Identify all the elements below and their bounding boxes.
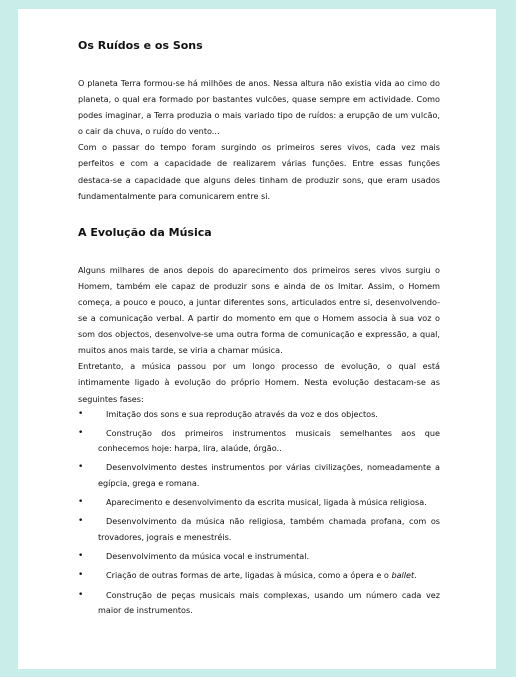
list-item-text-part: Criação de outras formas de arte, ligadas à música, como a ópera e o bbox=[106, 570, 389, 581]
list-item bbox=[78, 426, 440, 457]
list-item-text bbox=[98, 568, 440, 583]
document-page bbox=[18, 9, 496, 669]
list-item-text: • Construção de peças musicais mais complexas, usando um número cada vez maior de instrumentos. bbox=[98, 589, 440, 615]
list-item-text: • Desenvolvimento da música vocal e instrumental. bbox=[106, 550, 310, 561]
paragraph: Com o passar do tempo foram surgindo os primeiros seres vivos, cada vez mais perfeitos e com a capacidade de realizarem várias funções. Entre essas funções destaca-se a capacidade que alguns deles tinham de produzir sons, que eram usados fundamentalmente para comunicarem entre si. bbox=[78, 142, 440, 201]
italic-word-ballet: ballet bbox=[391, 570, 415, 581]
list-item-text: • Desenvolvimento destes instrumentos por várias civilizações, nomeadamente a egípcia, grega e romana. bbox=[98, 462, 440, 488]
paragraph: Entretanto, a música passou por um longo processo de evolução, o qual está intimamente ligado à evolução do próprio Homem. Nesta evolução destacam-se as seguintes fases: bbox=[78, 361, 440, 404]
phases-list bbox=[78, 407, 440, 619]
list-item bbox=[78, 460, 440, 491]
list-item bbox=[78, 407, 440, 422]
list-item-text: • Construção dos primeiros instrumentos musicais semelhantes aos que conhecemos hoje: harpa, lira, alaúde, órgão.. bbox=[98, 427, 440, 454]
list-item-text: • Desenvolvimento da música não religiosa, também chamada profana, com os trovadores, jograis e menestréis. bbox=[98, 516, 440, 542]
list-item bbox=[78, 588, 440, 619]
list-item-text: • Aparecimento e desenvolvimento da escrita musical, ligada à música religiosa. bbox=[106, 497, 427, 508]
section-title-evolucao: A Evolução da Música bbox=[78, 225, 212, 239]
list-item bbox=[78, 549, 440, 564]
section-title-ruidos: Os Ruídos e os Sons bbox=[78, 39, 203, 52]
list-item-text-end: . bbox=[414, 570, 417, 581]
paragraph: Alguns milhares de anos depois do aparecimento dos primeiros seres vivos surgiu o Homem, também ele capaz de produzir sons e ainda de os Imitar. Assim, o Homem começa, a pouco e pouco, a juntar diferentes sons, articulados entre si, desenvolvendo-se a comunicação verbal. A partir do momento em que o Homem associa à sua voz o som dos objectos, desenvolve-se uma outra forma de comunicação e expressão, a qual, muitos anos mais tarde, se viria a chamar música. bbox=[78, 264, 440, 356]
list-item bbox=[78, 514, 440, 545]
list-item bbox=[78, 568, 440, 583]
list-item bbox=[78, 495, 440, 510]
paragraph: O planeta Terra formou-se há milhões de anos. Nessa altura não existia vida ao cimo do planeta, o qual era formado por bastantes vulcões, quase sempre em actividade. Como podes imaginar, a Terra produzia o mais variado tipo de ruídos: a erupção de um vulcão, o cair da chuva, o ruído do vento... bbox=[78, 78, 440, 137]
list-item-text: • Imitação dos sons e sua reprodução através da voz e dos objectos. bbox=[106, 408, 378, 419]
